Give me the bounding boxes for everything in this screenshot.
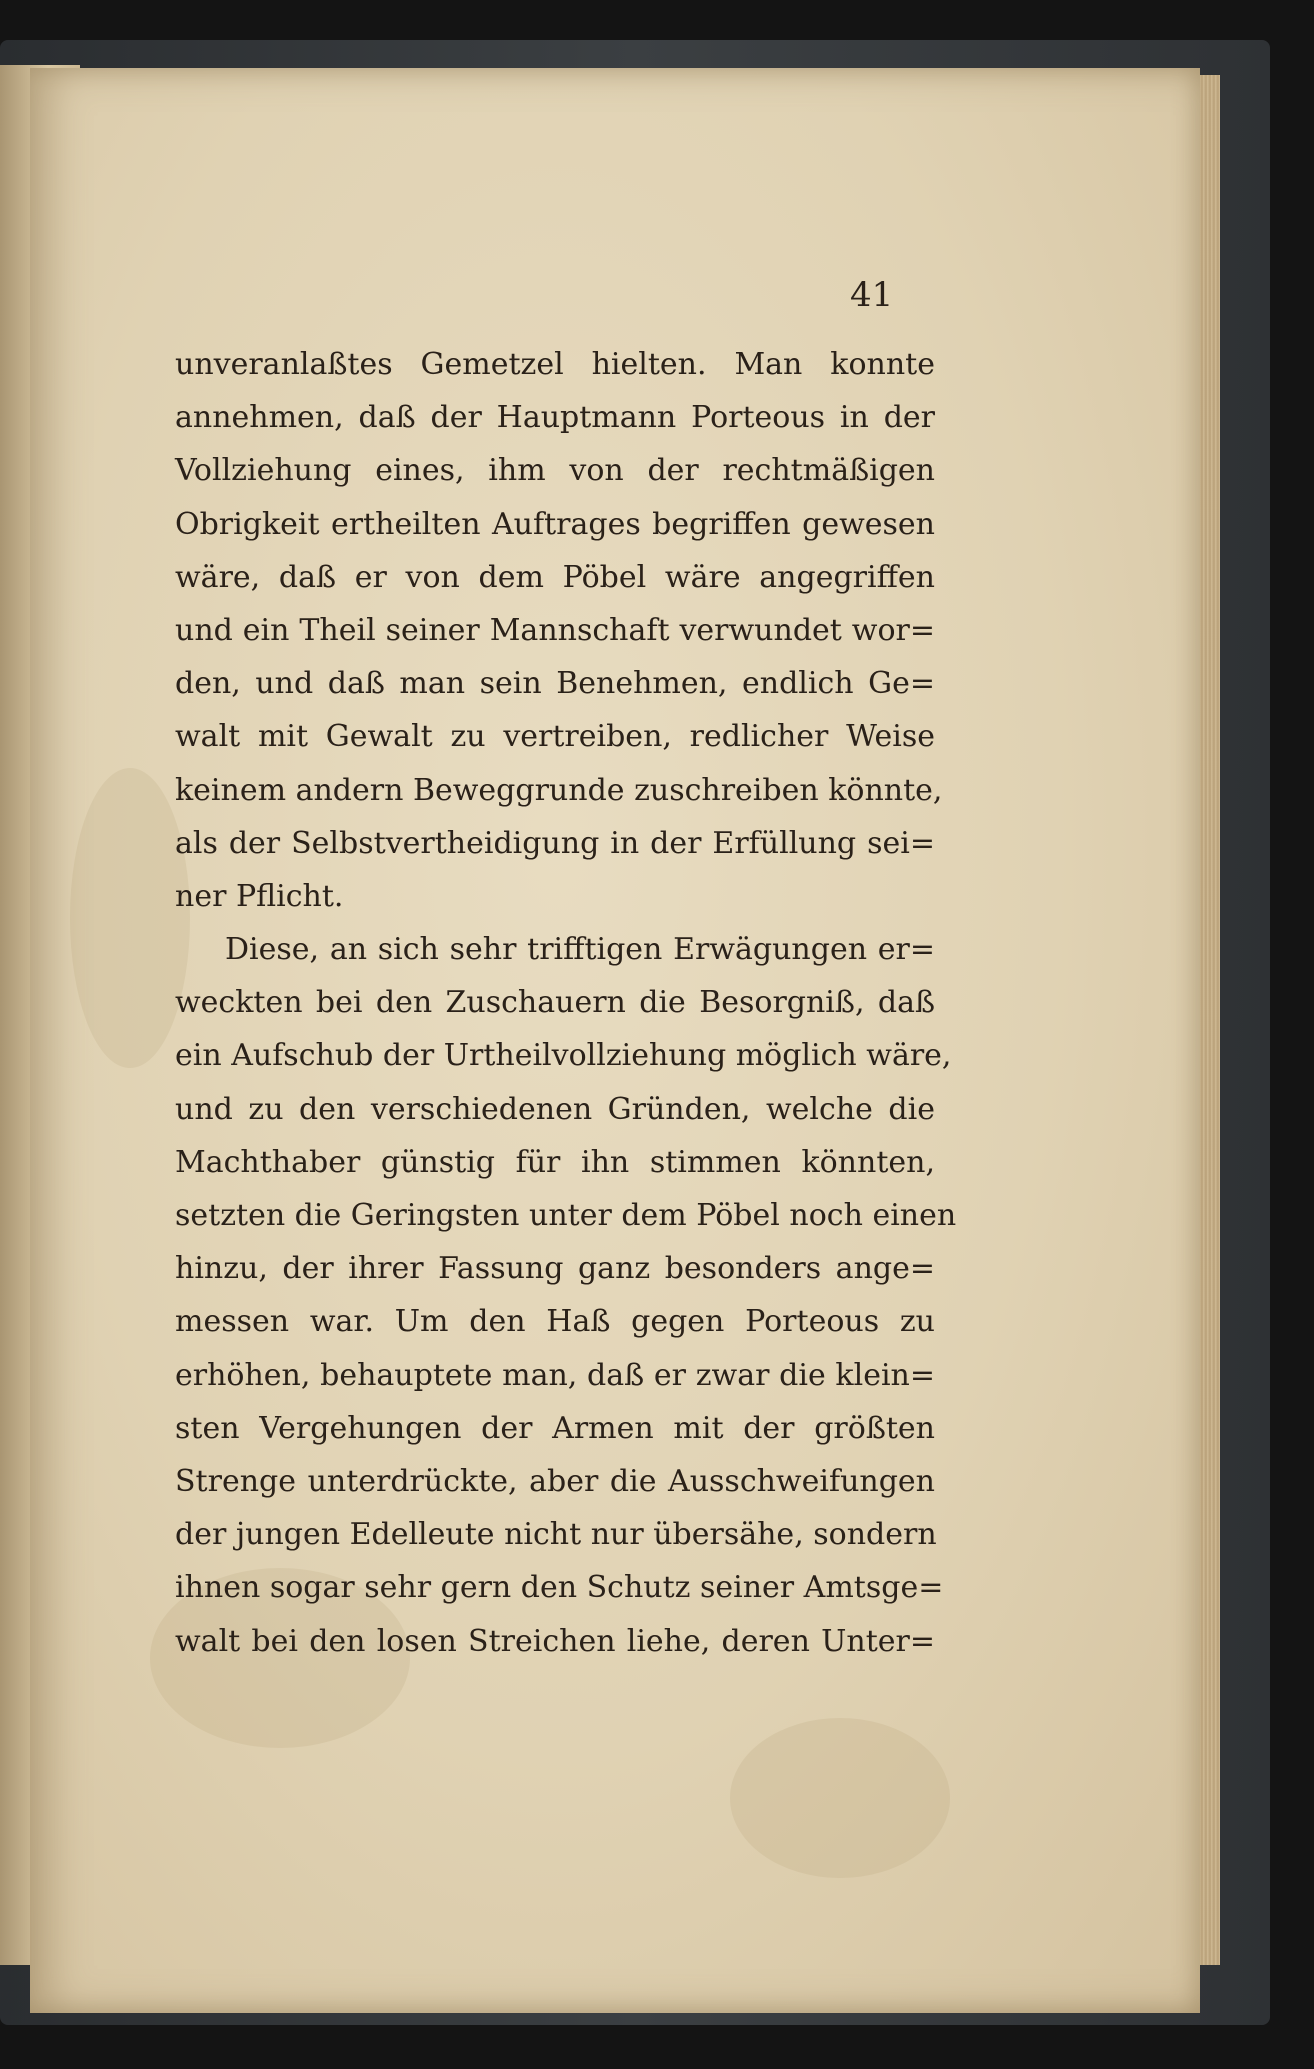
text-line: und zu den verschiedenen Gründen, welche die	[175, 1091, 935, 1127]
text-line: ner Pflicht.	[175, 878, 344, 914]
page-number: 41	[850, 275, 894, 315]
text-line: keinem andern Beweggrunde zuschreiben könnte,	[175, 772, 943, 808]
text-line: Diese, an sich sehr trifftigen Erwägungen er=	[225, 932, 935, 968]
paper-stain	[70, 768, 190, 1068]
text-line: Obrigkeit ertheilten Auftrages begriffen gewesen	[175, 506, 935, 542]
text-line: und ein Theil seiner Mannschaft verwundet wor=	[175, 612, 935, 648]
text-line: wäre, daß er von dem Pöbel wäre angegriffen	[175, 559, 935, 595]
text-line: setzten die Geringsten unter dem Pöbel noch einen	[175, 1198, 957, 1233]
text-line: ein Aufschub der Urtheilvollziehung möglich wäre,	[175, 1038, 952, 1074]
text-line: messen war. Um den Haß gegen Porteous zu	[175, 1304, 935, 1340]
text-line: Strenge unterdrückte, aber die Ausschweifungen	[175, 1463, 935, 1499]
text-line: sten Vergehungen der Armen mit der größten	[175, 1410, 935, 1446]
text-line: als der Selbstvertheidigung in der Erfüllung sei=	[175, 825, 935, 861]
text-line: walt mit Gewalt zu vertreiben, redlicher Weise	[175, 719, 935, 755]
text-line: annehmen, daß der Hauptmann Porteous in der	[175, 400, 935, 436]
text-line: walt bei den losen Streichen liehe, deren Unter=	[175, 1623, 935, 1659]
paper-stain	[730, 1718, 950, 1878]
text-line: ihnen sogar sehr gern den Schutz seiner Amtsge=	[175, 1570, 944, 1606]
text-line: Machthaber günstig für ihn stimmen könnten,	[175, 1144, 935, 1180]
text-line: Vollziehung eines, ihm von der rechtmäßigen	[175, 453, 935, 489]
text-line: den, und daß man sein Benehmen, endlich Ge=	[175, 666, 935, 702]
text-line: unveranlaßtes Gemetzel hielten. Man konnte	[175, 347, 935, 382]
text-line: der jungen Edelleute nicht nur übersähe, sondern	[175, 1517, 937, 1553]
body-text	[175, 338, 957, 1668]
text-line: weckten bei den Zuschauern die Besorgniß, daß	[175, 985, 935, 1021]
text-line: erhöhen, behauptete man, daß er zwar die klein=	[175, 1357, 935, 1393]
text-line: hinzu, der ihrer Fassung ganz besonders ange=	[175, 1251, 935, 1287]
